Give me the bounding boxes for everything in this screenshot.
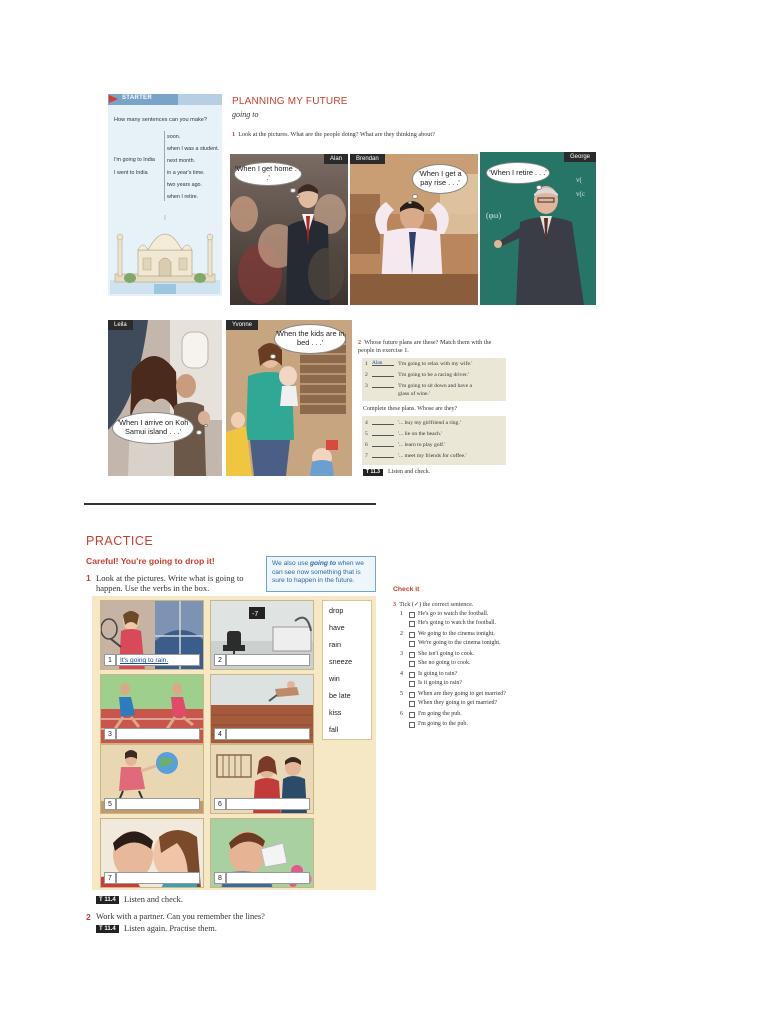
item-number: 2	[365, 372, 368, 378]
exercise-number: 1	[232, 131, 236, 138]
starter-left-phrase: I went to India	[114, 170, 148, 176]
audio-track-tag[interactable]: T 11.4	[96, 925, 119, 933]
starter-right-phrase: when I retire.	[167, 194, 199, 200]
item-number: 4	[365, 420, 368, 426]
item-number: 3	[365, 383, 368, 389]
item-number: 5	[400, 691, 403, 697]
thought-bubble-leila: 'When I arrive on Koh Samui island . . .'	[112, 412, 194, 444]
sentence-option: When they going to get married?	[418, 700, 498, 706]
planning-exercise-1	[232, 131, 435, 138]
starter-label: STARTER	[122, 95, 152, 101]
exercise-number: 1	[86, 573, 91, 583]
plan-line: '... learn to play golf.'	[398, 442, 446, 448]
sentence-option: I'm going the pub.	[418, 711, 462, 717]
item-number: 1	[400, 611, 403, 617]
exercise-2-box-b	[362, 416, 506, 465]
item-number: 6	[400, 711, 403, 717]
answer-blank[interactable]: Alan	[372, 360, 394, 366]
plan-line: 'I'm going to sit down and have a	[398, 383, 472, 389]
answer-blank[interactable]	[372, 441, 394, 447]
answer-field[interactable]	[226, 728, 310, 740]
tick-checkbox[interactable]	[409, 661, 415, 667]
sentence-option: We're going to the cinema tonight.	[418, 640, 501, 646]
name-tag-leila: Leila	[108, 320, 133, 330]
answer-field[interactable]	[226, 872, 310, 884]
answer-blank[interactable]	[372, 419, 394, 425]
answer-field[interactable]	[226, 798, 310, 810]
photo-alan	[230, 154, 348, 305]
svg-text:(φω): (φω)	[486, 211, 502, 220]
thought-dot	[408, 201, 412, 204]
verb-item: rain	[329, 640, 341, 649]
plan-line: 'I'm going to relax with my wife.'	[398, 361, 473, 367]
note-emphasis: going to	[310, 560, 336, 567]
tick-checkbox[interactable]	[409, 692, 415, 698]
plan-line: '... buy my girlfriend a ring.'	[398, 420, 461, 426]
grammar-note	[266, 556, 376, 592]
thought-dot	[412, 194, 418, 199]
sentence-option: We going to the cinema tonight.	[418, 631, 495, 637]
starter-question: How many sentences can you make?	[114, 117, 207, 123]
svg-text:v(c: v(c	[576, 190, 585, 198]
sentence-option: He's going to watch the football.	[418, 620, 497, 626]
svg-text:v(: v(	[576, 176, 582, 184]
plan-line: '... lie on the beach.'	[398, 431, 443, 437]
item-number: 2	[400, 631, 403, 637]
complete-instruction: Complete these plans. Whose are they?	[363, 406, 458, 412]
verb-item: drop	[329, 606, 344, 615]
answer-number: 3	[104, 728, 116, 740]
tick-checkbox[interactable]	[409, 672, 415, 678]
answer-field[interactable]	[226, 654, 310, 666]
answer-field[interactable]	[116, 728, 200, 740]
tick-checkbox[interactable]	[409, 681, 415, 687]
listen-instruction: Listen and check.	[388, 469, 431, 475]
item-number: 4	[400, 671, 403, 677]
verb-item: fall	[329, 725, 339, 734]
starter-right-phrase: next month.	[167, 158, 196, 164]
exercise-number: 2	[86, 912, 91, 922]
answer-blank[interactable]	[372, 430, 394, 436]
sentence-option: She isn't going to cook.	[418, 651, 475, 657]
exercise-instruction: Look at the pictures. Write what is going to happen. Use the verbs in the box.	[96, 573, 244, 593]
thought-dot	[270, 354, 276, 359]
item-number: 6	[365, 442, 368, 448]
thought-dot	[196, 430, 202, 435]
tick-checkbox[interactable]	[409, 621, 415, 627]
photo-yvonne	[226, 320, 352, 476]
thought-bubble-yvonne: 'When the kids are in bed . . .'	[274, 324, 346, 354]
verb-item: kiss	[329, 708, 342, 717]
photo-leila	[108, 320, 222, 476]
audio-track-tag[interactable]: T 11.4	[96, 896, 119, 904]
tick-checkbox[interactable]	[409, 632, 415, 638]
answer-number: 8	[214, 872, 226, 884]
exercise-instruction: Whose future plans are these? Match them with the people in exercise 1.	[358, 339, 492, 354]
practice-heading: Careful! You're going to drop it!	[86, 556, 215, 566]
exercise-instruction: Tick (✓) the correct sentence.	[399, 601, 474, 608]
audio-track-tag[interactable]: T 11.3	[363, 469, 383, 476]
thought-dot	[290, 188, 296, 193]
clock-display: -7	[252, 611, 259, 618]
name-tag-alan: Alan	[324, 154, 348, 164]
sentence-option: She no going to cook.	[418, 660, 471, 666]
answer-field[interactable]: It's going to rain.	[116, 654, 200, 666]
tick-checkbox[interactable]	[409, 641, 415, 647]
sentence-option: Is going to rain?	[418, 671, 458, 677]
answer-number: 5	[104, 798, 116, 810]
section-divider	[84, 503, 376, 505]
tick-checkbox[interactable]	[409, 652, 415, 658]
item-number: 7	[365, 453, 368, 459]
starter-right-phrase: two years ago.	[167, 182, 203, 188]
starter-right-phrase: soon.	[167, 134, 181, 140]
name-tag-yvonne: Yvonne	[226, 320, 258, 330]
thought-bubble-brendan: 'When I get a pay rise . . .'	[412, 164, 468, 194]
answer-number: 2	[214, 654, 226, 666]
planning-subtitle: going to	[232, 110, 259, 119]
verb-item: win	[329, 674, 340, 683]
name-tag-george: George	[564, 152, 596, 162]
photo-george	[480, 152, 596, 305]
answer-number: 1	[104, 654, 116, 666]
sentence-option: When are they going to get married?	[418, 691, 506, 697]
photo-brendan	[350, 154, 478, 305]
verb-box	[322, 600, 372, 740]
answer-blank[interactable]	[372, 382, 394, 388]
planning-title: PLANNING MY FUTURE	[232, 96, 348, 107]
answer-field[interactable]	[116, 872, 200, 884]
thought-dot	[296, 195, 300, 198]
listen-instruction: Listen again. Practise them.	[124, 924, 217, 933]
verb-item: be late	[329, 691, 351, 700]
thought-bubble-alan: 'When I get home . . .'	[234, 162, 302, 186]
tick-checkbox[interactable]	[409, 712, 415, 718]
starter-box	[108, 94, 222, 296]
tick-checkbox[interactable]	[409, 722, 415, 728]
answer-blank[interactable]	[372, 452, 394, 458]
item-number: 3	[400, 651, 403, 657]
item-number: 5	[365, 431, 368, 437]
thought-dot	[204, 424, 208, 427]
tick-checkbox[interactable]	[409, 701, 415, 707]
listen-instruction: Listen and check.	[124, 895, 183, 904]
answer-number: 4	[214, 728, 226, 740]
verb-item: have	[329, 623, 345, 632]
sentence-option: I'm going to the pub.	[418, 721, 468, 727]
answer-field[interactable]	[116, 798, 200, 810]
name-tag-brendan: Brendan	[350, 154, 385, 164]
tick-checkbox[interactable]	[409, 612, 415, 618]
thought-dot	[536, 185, 542, 190]
starter-divider	[164, 131, 165, 201]
plan-line: '... meet my friends for coffee.'	[398, 453, 467, 459]
exercise-3-heading	[393, 601, 473, 608]
plan-line: glass of wine.'	[398, 391, 430, 397]
taj-mahal-illustration	[110, 212, 220, 294]
note-text: when we can see now something that is sure to happen in the future.	[272, 560, 364, 585]
exercise-instruction: Work with a partner. Can you remember the lines?	[96, 912, 265, 921]
item-number: 1	[365, 361, 368, 367]
exercise-2-box-a	[362, 358, 506, 401]
practice-title: PRACTICE	[86, 534, 154, 548]
answer-number: 6	[214, 798, 226, 810]
starter-arrow-icon	[109, 95, 118, 103]
sentence-option: Is it going to rain?	[418, 680, 462, 686]
thought-bubble-george: 'When I retire . . .'	[486, 162, 550, 184]
verb-item: sneeze	[329, 657, 353, 666]
sentence-option: He's go to watch the football.	[418, 611, 489, 617]
answer-number: 7	[104, 872, 116, 884]
check-it-title: Check it	[393, 586, 420, 593]
starter-left-phrase: I'm going to India	[114, 157, 155, 163]
answer-blank[interactable]	[372, 371, 394, 377]
exercise-2-heading	[358, 339, 508, 355]
starter-right-phrase: in a year's time.	[167, 170, 205, 176]
plan-line: 'I'm going to be a racing driver.'	[398, 372, 469, 378]
exercise-number: 3	[393, 601, 397, 608]
starter-right-phrase: when I was a student.	[167, 146, 220, 152]
note-text: We also use	[272, 560, 310, 567]
exercise-instruction: Look at the pictures. What are the people doing? What are they thinking about?	[238, 131, 435, 138]
exercise-number: 2	[358, 339, 362, 346]
